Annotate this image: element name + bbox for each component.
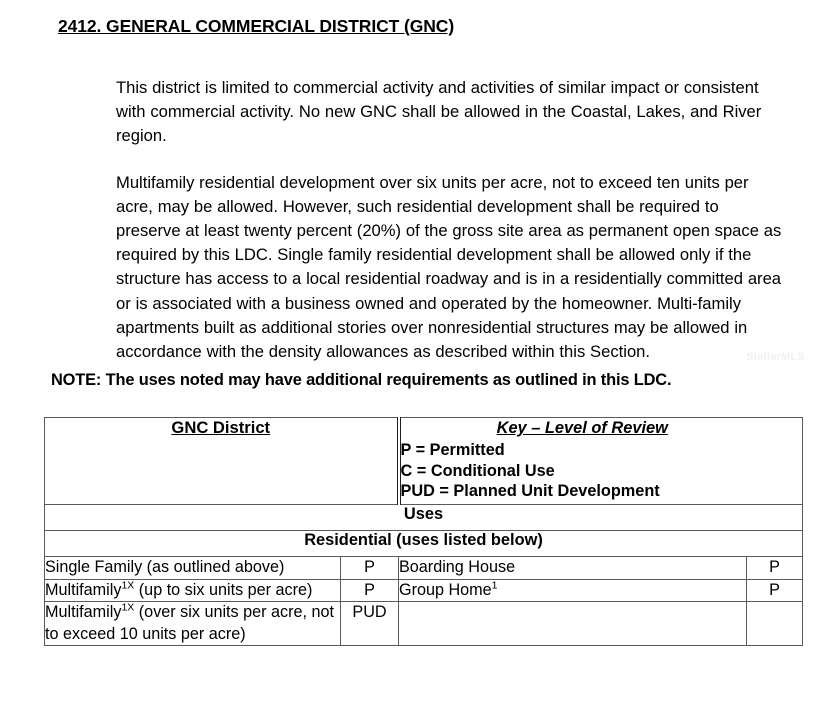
use-name-cell	[45, 602, 341, 646]
paragraph-residential-density: Multifamily residential development over six units per acre, not to exceed ten units per acre, may be allowed. However, such residential development shall be required to preserve at least twenty percent (20%) of the gross site area as permanent open space as required by this LDC. Single family residential development shall be allowed only if the structure has access to a local residential roadway and is in a residentially committed area or is associated with a business owned and operated by the homeowner. Multi-family apartments built as additional stories over nonresidential structures may be allowed in accordance with the density allowances as described within this Section.	[116, 172, 782, 362]
use-level-cell: P	[341, 557, 399, 580]
use-name-cell	[399, 579, 747, 602]
district-header-cell	[45, 418, 399, 505]
use-level-cell: P	[341, 579, 399, 602]
use-name-cell-empty	[399, 602, 747, 646]
table-row	[45, 557, 803, 580]
use-level-cell: P	[747, 557, 803, 580]
note-text: NOTE: The uses noted may have additional requirements as outlined in this LDC.	[51, 371, 672, 389]
section-banner-uses: Uses	[45, 505, 803, 531]
table-row	[45, 579, 803, 602]
key-legend-pud: PUD = Planned Unit Development	[400, 482, 660, 501]
use-name-text: Group Home	[399, 580, 492, 599]
use-name-tail: (up to six units per acre)	[134, 580, 313, 599]
use-name-text: Single Family (as outlined above)	[45, 558, 285, 576]
key-legend-conditional: C = Conditional Use	[400, 461, 555, 480]
table-section-banner-row	[45, 505, 803, 531]
body-text	[116, 76, 786, 364]
category-banner-residential: Residential (uses listed below)	[45, 531, 803, 557]
key-legend-permitted: P = Permitted	[400, 441, 505, 459]
use-name-tail: (over six units per acre, not to exceed 10 units per acre)	[45, 603, 335, 643]
page-title: 2412. GENERAL COMMERCIAL DISTRICT (GNC)	[58, 16, 455, 36]
use-name-text: Multifamily	[45, 580, 122, 599]
use-level-cell-empty	[747, 602, 803, 646]
use-name-superscript: 1X	[121, 579, 135, 592]
table-category-banner-row	[45, 531, 803, 557]
use-name-text: Boarding House	[399, 558, 516, 576]
use-name-cell	[45, 557, 341, 580]
use-level-cell: P	[747, 579, 803, 602]
use-level-cell: PUD	[341, 602, 399, 646]
use-name-superscript: 1	[491, 579, 498, 592]
watermark: StellarMLS	[746, 351, 805, 363]
use-name-cell	[399, 557, 747, 580]
table-header-row	[45, 418, 803, 505]
use-name-text: Multifamily	[45, 603, 122, 621]
key-legend-cell	[399, 418, 803, 505]
table-row	[45, 602, 803, 646]
paragraph-district-purpose: This district is limited to commercial activity and activities of similar impact or consistent with commercial activity. No new GNC shall be allowed in the Coastal, Lakes, and River region.	[116, 78, 762, 146]
key-legend-title: Key – Level of Review	[496, 419, 668, 437]
use-name-cell	[45, 579, 341, 602]
district-header-label: GNC District	[171, 418, 271, 437]
zoning-use-table	[44, 417, 803, 646]
use-name-superscript: 1X	[121, 601, 135, 614]
